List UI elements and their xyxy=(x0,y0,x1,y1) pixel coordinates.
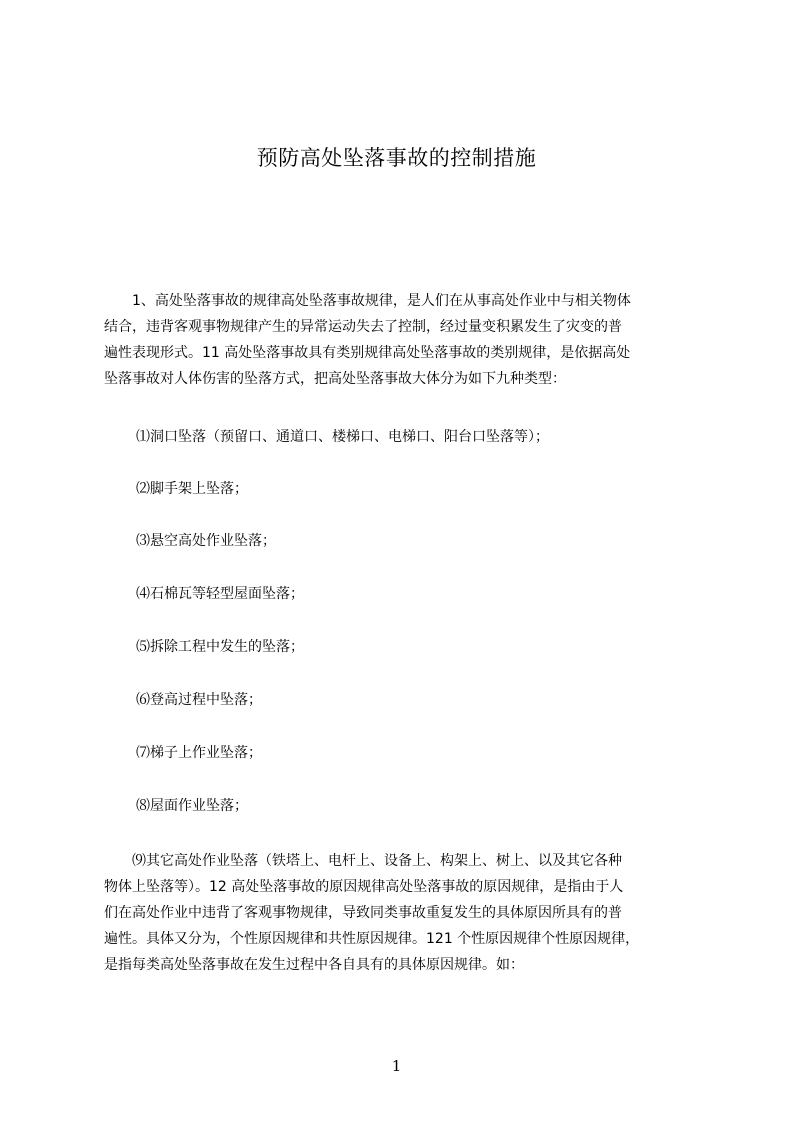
paragraph-line: 遍性表现形式。11 高处坠落事故具有类别规律高处坠落事故的类别规律，是依据高处 xyxy=(104,345,631,361)
list-item: ⑺梯子上作业坠落； xyxy=(136,745,262,761)
paragraph-2 xyxy=(104,848,696,978)
page-number: 1 xyxy=(391,1057,402,1075)
paragraph-line: 物体上坠落等）。12 高处坠落事故的原因规律高处坠落事故的原因规律，是指由于人 xyxy=(104,879,624,895)
paragraph-1 xyxy=(104,288,696,392)
paragraph-line: 1、高处坠落事故的规律高处坠落事故规律，是人们在从事高处作业中与相关物体 xyxy=(104,293,631,309)
paragraph-line: 是指每类高处坠落事故在发生过程中各自具有的具体原因规律。如： xyxy=(104,957,524,973)
list-item: ⑸拆除工程中发生的坠落； xyxy=(136,639,304,655)
list-item: ⑶悬空高处作业坠落； xyxy=(136,533,276,549)
list-item: ⑹登高过程中坠落； xyxy=(136,692,262,708)
list-item: ⑵脚手架上坠落； xyxy=(136,481,248,497)
list-item: ⑻屋面作业坠落； xyxy=(136,798,248,814)
paragraph-line: ⑼其它高处作业坠落（铁塔上、电杆上、设备上、构架上、树上、以及其它各种 xyxy=(104,853,622,869)
list-item: ⑴洞口坠落（预留口、通道口、楼梯口、电梯口、阳台口坠落等）； xyxy=(136,429,549,445)
paragraph-line: 遍性。具体又分为，个性原因规律和共性原因规律。121 个性原因规律个性原因规律， xyxy=(104,931,640,947)
paragraph-line: 结合，违背客观事物规律产生的异常运动失去了控制，经过量变积累发生了灾变的普 xyxy=(104,319,622,335)
document-title: 预防高处坠落事故的控制措施 xyxy=(256,146,537,170)
paragraph-line: 们在高处作业中违背了客观事物规律，导致同类事故重复发生的具体原因所具有的普 xyxy=(104,905,622,921)
paragraph-line: 坠落事故对人体伤害的坠落方式，把高处坠落事故大体分为如下九种类型： xyxy=(104,371,566,387)
list-item: ⑷石棉瓦等轻型屋面坠落； xyxy=(136,586,304,602)
